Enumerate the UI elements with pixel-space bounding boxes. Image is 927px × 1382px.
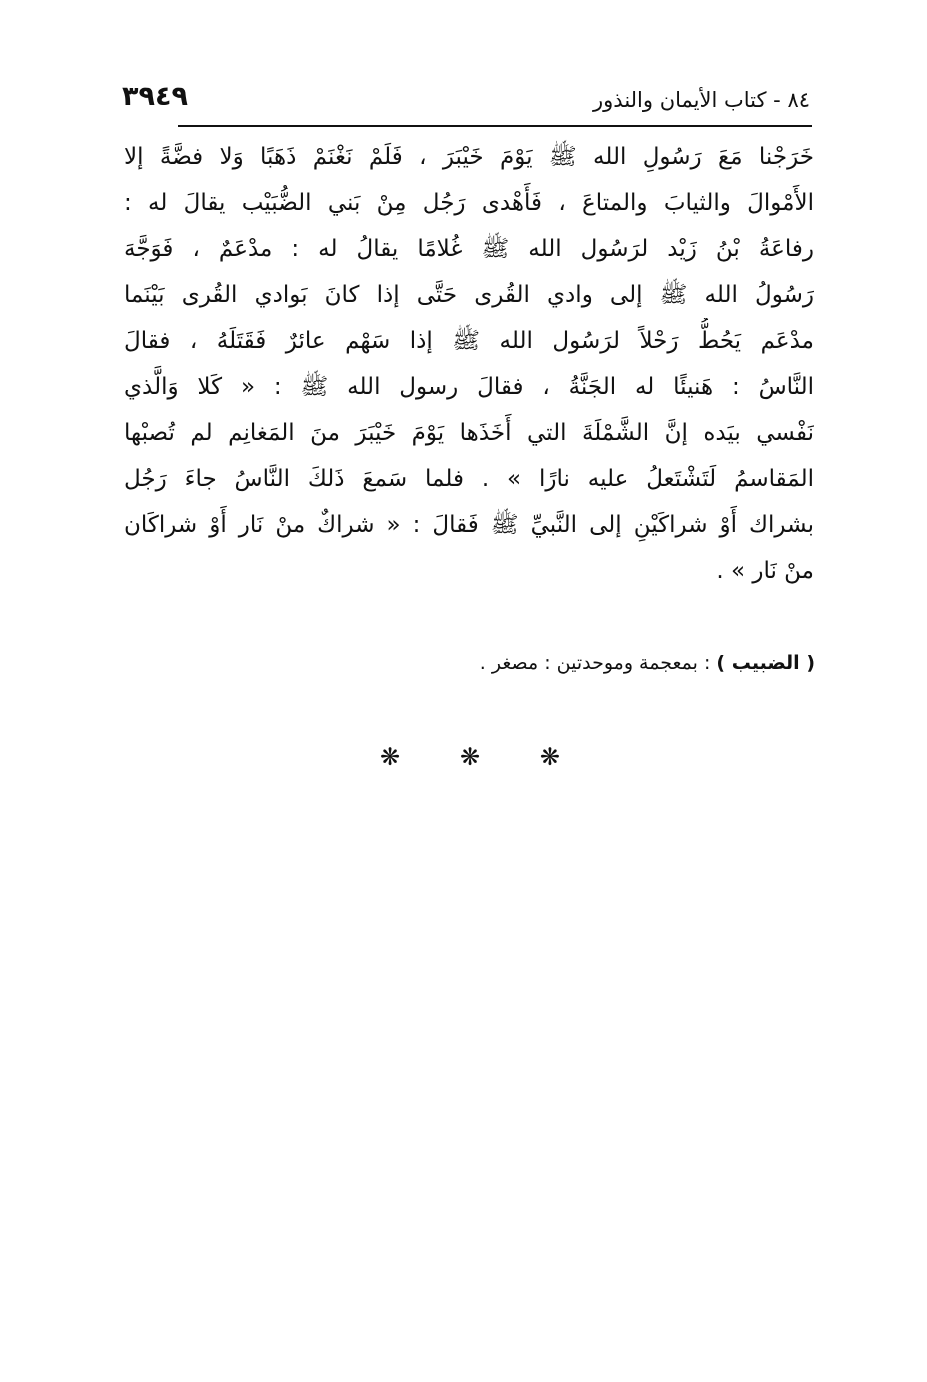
asterism-star-icon: ❋ bbox=[539, 743, 560, 771]
text-line-9: بشراك أَوْ شراكَيْنِ إلى النَّبيِّ ﷺ فَقالَ : « شراكٌ منْ نَار أَوْ شراكَان bbox=[124, 512, 814, 538]
footnote-term: ( الضبيب ) bbox=[716, 652, 815, 674]
text-line-1: خَرَجْنا مَعَ رَسُولِ الله ﷺ يَوْمَ خَيْبَرَ ، فَلَمْ نَغْنَمْ ذَهَبًا وَلا فضَّةً إلا bbox=[124, 144, 814, 170]
text-line-10: منْ نَار » . bbox=[716, 558, 814, 584]
section-separator bbox=[380, 742, 560, 772]
text-line-4: رَسُولُ الله ﷺ إلى وادي القُرى حَتَّى إذا كانَ بَوادي القُرى بَيْنَما bbox=[124, 282, 814, 308]
text-line-7: نَفْسي بيَده إنَّ الشَّمْلَةَ التي أَخَذَها يَوْمَ خَيْبَرَ منَ المَغانِم لم تُصبْها bbox=[124, 420, 814, 446]
page-number: ٣٩٤٩ bbox=[122, 81, 188, 112]
text-line-6: النَّاسُ : هَنيئًا له الجَنَّةُ ، فقالَ رسول الله ﷺ : « كَلا وَالَّذي bbox=[124, 374, 814, 400]
text-line-8: المَقاسمُ لَتَشْتَعلُ عليه نارًا » . فلما سَمعَ ذَلكَ النَّاسُ جاءَ رَجُل bbox=[124, 466, 814, 492]
page-header bbox=[120, 78, 814, 118]
footnote-explanation: : بمعجمة وموحدتين : مصغر . bbox=[479, 652, 711, 674]
footnote bbox=[480, 648, 815, 678]
text-line-2: الأَمْوالَ والثيابَ والمتاعَ ، فَأَهْدى رَجُل مِنْ بَني الضُّبَيْب يقالَ له : bbox=[124, 190, 814, 216]
chapter-title: ٨٤ - كتاب الأيمان والنذور bbox=[593, 88, 810, 112]
text-line-5: مدْعَم يَحُطُّ رَحْلاً لرَسُول الله ﷺ إذا سَهْم عائرٌ فَقَتَلَهُ ، فقالَ bbox=[124, 328, 814, 354]
asterism-star-icon: ❋ bbox=[380, 743, 401, 771]
hadith-text bbox=[124, 134, 814, 594]
text-line-3: رفاعَةُ بْنُ زَيْد لرَسُول الله ﷺ غُلامًا يقالُ له : مدْعَمٌ ، فَوَجَّهَ bbox=[124, 236, 814, 262]
asterism-star-icon: ❋ bbox=[459, 743, 481, 771]
header-rule bbox=[178, 125, 812, 127]
